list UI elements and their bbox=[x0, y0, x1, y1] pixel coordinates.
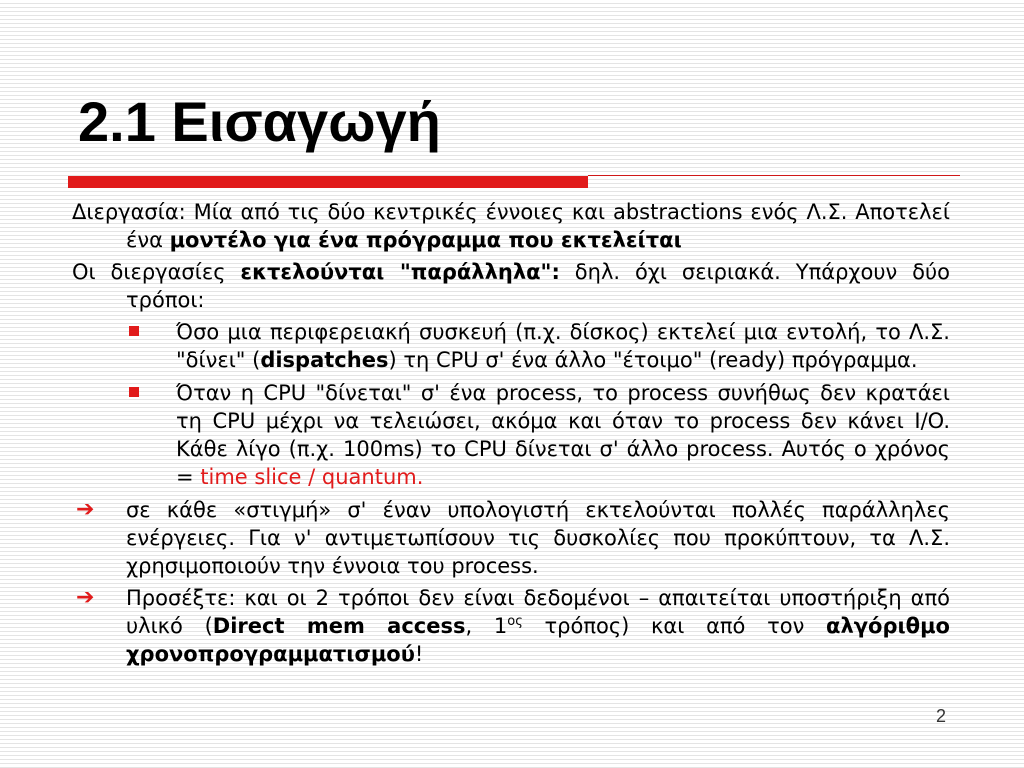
slide-body bbox=[72, 198, 950, 672]
right-arrow-icon: ➔ bbox=[76, 497, 95, 522]
arrow-item-hardware-support: ➔ Προσέξτε: και οι 2 τρόποι δεν είναι δεδομένοι – απαιτείται υποστήριξη από υλικό (Direct mem access, $1^{o\varsigma}$ τρόπος) και από τον αλγόριθμο χρονοπρογραμματισμού! bbox=[76, 585, 950, 666]
slide-title: 2.1 Εισαγωγή bbox=[78, 90, 441, 153]
title-underline-bar bbox=[68, 176, 588, 188]
right-arrow-icon: ➔ bbox=[76, 585, 95, 610]
square-bullet-icon bbox=[129, 326, 139, 336]
arrow-item-parallel-actions: ➔ σε κάθε «στιγμή» σ' έναν υπολογιστή εκτελούνται πολλές παράλληλες ενέργειες. Για ν' αντιμετωπίσουν τις δυσκολίες που προκύπτουν, τα Λ.Σ. χρησιμοποιούν την έννοια του process. bbox=[76, 497, 950, 578]
square-bullet-icon bbox=[129, 387, 139, 397]
page-number: 2 bbox=[935, 706, 946, 726]
sub-item-time-slice: Όταν η CPU "δίνεται" σ' ένα process, το process συνήθως δεν κρατάει τη CPU μέχρι να τελειώσει, ακόμα και όταν το process δεν κάνει I/O. Κάθε λίγο (π.χ. 100ms) το CPU δίνεται σ' άλλο process. Αυτός ο χρόνος = time slice / quantum. bbox=[72, 379, 950, 491]
sub-item-peripheral: Όσο μια περιφερειακή συσκευή (π.χ. δίσκος) εκτελεί μια εντολή, το Λ.Σ. "δίνει" (dispatches) τη CPU σ' ένα άλλο "έτοιμο" (ready) πρόγραμμα. bbox=[72, 318, 950, 374]
paragraph-process-definition: Διεργασία: Μία από τις δύο κεντρικές έννοιες και abstractions ενός Λ.Σ. Αποτελεί ένα μοντέλο για ένα πρόγραμμα που εκτελείται bbox=[72, 200, 950, 252]
title-underline-line bbox=[588, 175, 960, 176]
paragraph-parallel-execution: Οι διεργασίες εκτελούνται "παράλληλα": δηλ. όχι σειριακά. Υπάρχουν δύο τρόποι: bbox=[72, 260, 950, 312]
